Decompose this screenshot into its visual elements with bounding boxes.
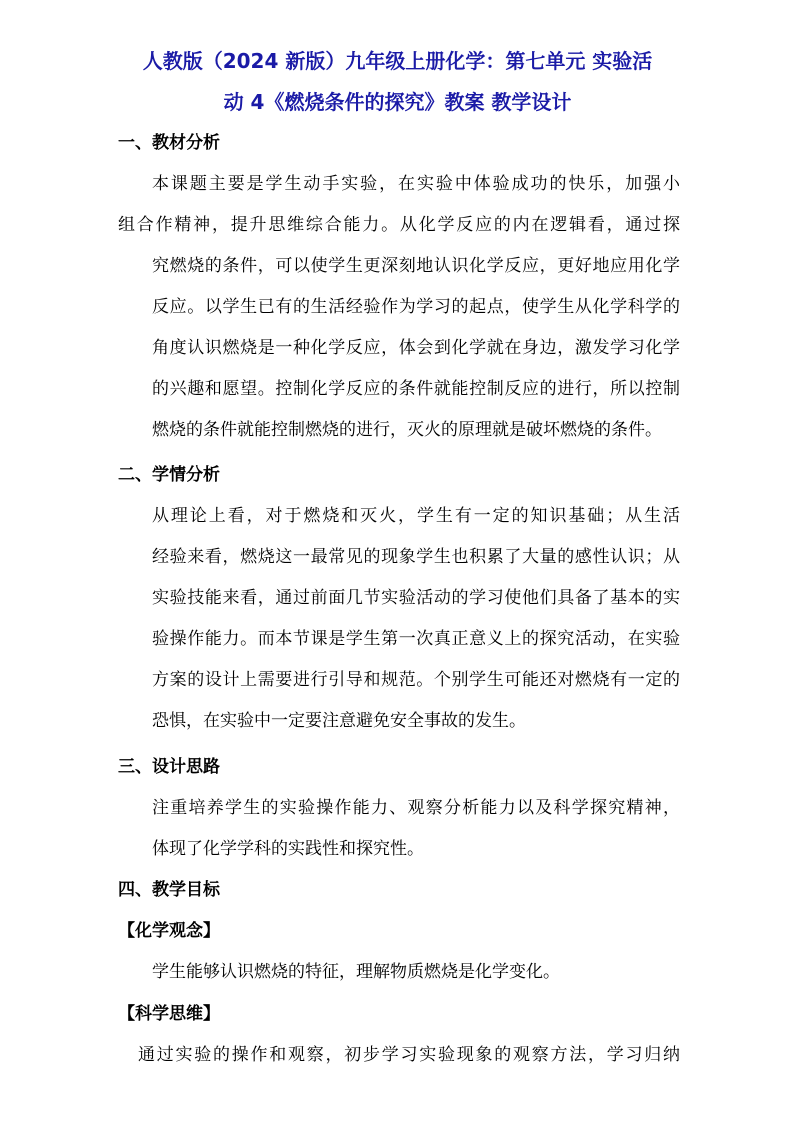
section-heading-learner-analysis: 二、学情分析 <box>118 465 220 485</box>
section-heading-design-thinking: 三、设计思路 <box>118 757 220 777</box>
paragraph-line: 恐惧，在实验中一定要注意避免安全事故的发生。 <box>152 711 526 731</box>
paragraph-line: 本课题主要是学生动手实验，在实验中体验成功的快乐，加强小 <box>152 174 680 194</box>
subheading-chemistry-concepts: 【化学观念】 <box>118 921 220 941</box>
document-title-line-2: 动 4《燃烧条件的探究》教案 教学设计 <box>223 90 572 114</box>
paragraph-chemistry-concepts <box>118 952 680 993</box>
paragraph-line: 方案的设计上需要进行引导和规范。个别学生可能还对燃烧有一定的 <box>152 670 680 690</box>
paragraph-textbook-analysis <box>118 164 680 451</box>
paragraph-line: 究燃烧的条件，可以使学生更深刻地认识化学反应，更好地应用化学 <box>152 256 680 276</box>
paragraph-line: 角度认识燃烧是一种化学反应，体会到化学就在身边，激发学习化学 <box>152 338 680 358</box>
paragraph-line: 从理论上看，对于燃烧和灭火，学生有一定的知识基础；从生活 <box>152 506 680 526</box>
paragraph-line: 学生能够认识燃烧的特征，理解物质燃烧是化学变化。 <box>152 962 560 982</box>
paragraph-line: 通过实验的操作和观察，初步学习实验现象的观察方法，学习归纳 <box>138 1045 680 1065</box>
subheading-scientific-thinking: 【科学思维】 <box>118 1004 220 1024</box>
paragraph-line: 组合作精神，提升思维综合能力。从化学反应的内在逻辑看，通过探 <box>118 215 680 235</box>
paragraph-design-thinking <box>118 788 680 870</box>
section-heading-teaching-objectives: 四、教学目标 <box>118 880 220 900</box>
paragraph-scientific-thinking <box>138 1035 680 1076</box>
paragraph-line: 燃烧的条件就能控制燃烧的进行，灭火的原理就是破坏燃烧的条件。 <box>152 420 662 440</box>
paragraph-line: 注重培养学生的实验操作能力、观察分析能力以及科学探究精神， <box>152 798 680 818</box>
paragraph-line: 体现了化学学科的实践性和探究性。 <box>152 839 424 859</box>
paragraph-line: 实验技能来看，通过前面几节实验活动的学习使他们具备了基本的实 <box>152 588 680 608</box>
paragraph-line: 验操作能力。而本节课是学生第一次真正意义上的探究活动，在实验 <box>152 629 680 649</box>
paragraph-line: 的兴趣和愿望。控制化学反应的条件就能控制反应的进行，所以控制 <box>152 379 680 399</box>
section-heading-textbook-analysis: 一、教材分析 <box>118 133 220 153</box>
paragraph-line: 经验来看，燃烧这一最常见的现象学生也积累了大量的感性认识；从 <box>152 547 680 567</box>
paragraph-learner-analysis <box>118 496 680 742</box>
document-title-line-1: 人教版（2024 新版）九年级上册化学：第七单元 实验活 <box>142 49 653 73</box>
paragraph-line: 反应。以学生已有的生活经验作为学习的起点，使学生从化学科学的 <box>152 297 680 317</box>
